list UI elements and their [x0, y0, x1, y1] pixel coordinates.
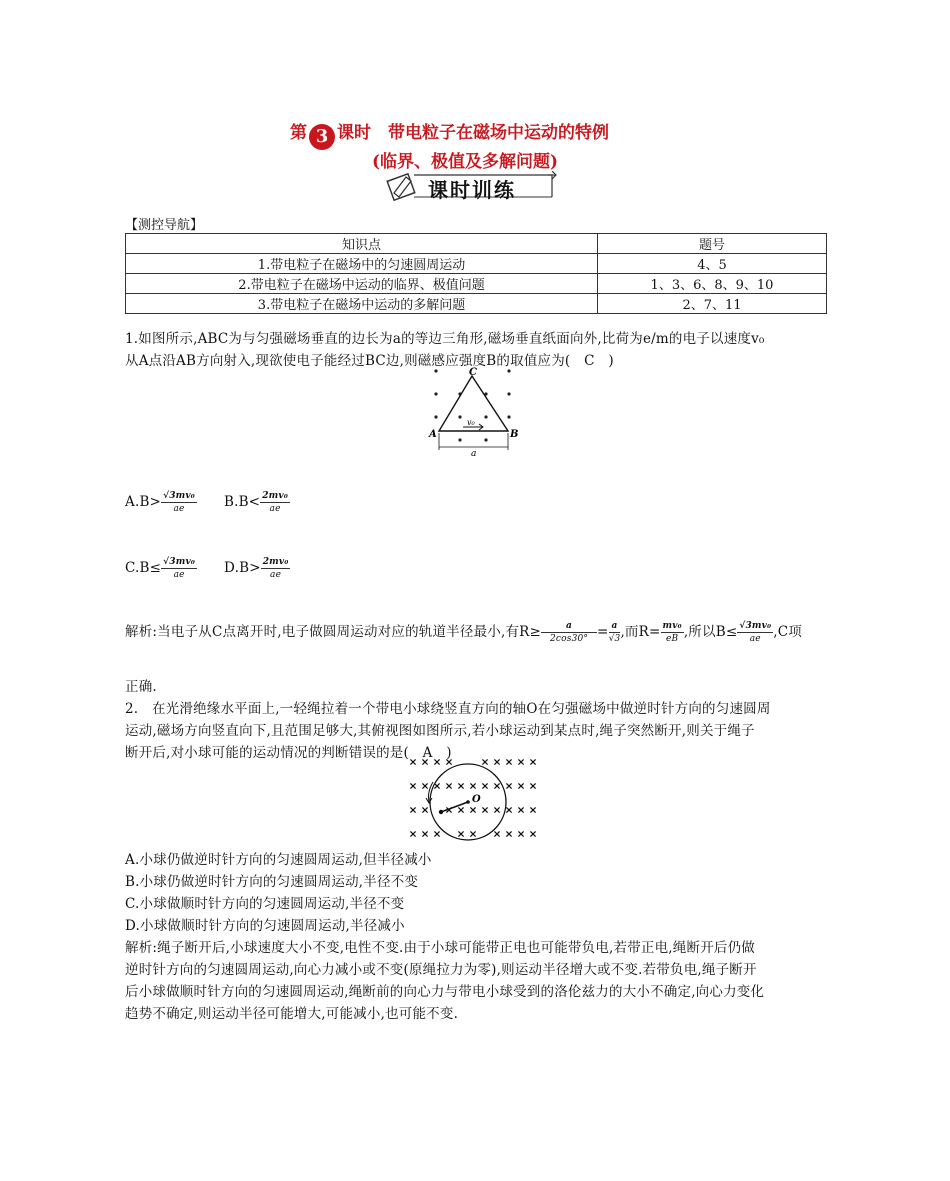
table-cell: 1.带电粒子在磁场中的匀速圆周运动 — [126, 254, 598, 274]
table-row — [126, 254, 827, 274]
table-cell: 2、7、11 — [598, 294, 827, 314]
label-A: A — [429, 429, 437, 440]
nav-table — [125, 233, 827, 314]
q1-options-row2 — [125, 556, 290, 581]
table-cell: 3.带电粒子在磁场中运动的多解问题 — [126, 294, 598, 314]
page-title — [290, 118, 609, 150]
badge-label: 课时训练 — [428, 178, 516, 202]
title-main: 课时 带电粒子在磁场中运动的特例 — [337, 123, 609, 143]
q1-option-d: D.B> $\frac{\text{2mv₀}}{ae}$ — [224, 557, 289, 580]
q1-option-a: A.B> $\frac{\text{√3mv₀}}{ae}$ — [125, 491, 195, 514]
q1-triangle-figure — [425, 363, 525, 458]
q1-option-b: B.B< $\frac{\text{2mv₀}}{ae}$ — [223, 491, 288, 514]
col-header-numbers: 题号 — [598, 234, 827, 254]
q2-circle-figure — [405, 754, 545, 846]
section-badge — [384, 171, 564, 207]
q1-stem-line1: 1.如图所示,ABC为与匀强磁场垂直的边长为a的等边三角形,磁场垂直纸面向外,比荷为e/m的电子以速度v₀ — [125, 331, 765, 347]
q2-stem-line1: 2. 在光滑绝缘水平面上,一轻绳拉着一个带电小球绕竖直方向的轴O在匀强磁场中做逆时针方向的匀速圆周 — [125, 701, 771, 717]
q2-option-a: A.小球仍做逆时针方向的匀速圆周运动,但半径减小 — [125, 852, 432, 868]
q2-stem-line3: 断开后,对小球可能的运动情况的判断错误的是( A ) — [125, 745, 452, 761]
q2-analysis-line2: 逆时针方向的匀速圆周运动,向心力减小或不变(原绳拉力为零),则运动半径增大或不变.若带负电,绳子断开 — [125, 962, 757, 978]
label-B: B — [510, 429, 519, 440]
q2-analysis-line3: 后小球做顺时针方向的匀速圆周运动,绳断前的向心力与带电小球受到的洛伦兹力的大小不确定,向心力变化 — [125, 984, 765, 1000]
q1-analysis: 解析:当电子从C点离开时,电子做圆周运动对应的轨道半径最小,有R≥ $\frac{a}{2\cos 30^\circ}$ = $\frac{a}{√3}$ ,而R= $\frac{\text{mv₀}}{eB}$ ,所以B≤ $\frac{\text{√3mv₀}}{ae}$ ,C项 — [125, 621, 802, 644]
q2-option-b: B.小球仍做逆时针方向的匀速圆周运动,半径不变 — [125, 874, 419, 890]
label-O: O — [472, 794, 481, 805]
q1-option-c: C.B≤ $\frac{\text{√3mv₀}}{ae}$ — [125, 557, 196, 580]
q1-options-row1 — [125, 490, 290, 515]
q2-analysis-line1: 解析:绳子断开后,小球速度大小不变,电性不变.由于小球可能带正电也可能带负电,若带正电,绳断开后仍做 — [125, 940, 756, 956]
lesson-number-badge: 3 — [309, 124, 335, 150]
page-subtitle: (临界、极值及多解问题) — [372, 152, 559, 172]
q2-option-c: C.小球做顺时针方向的匀速圆周运动,半径不变 — [125, 896, 405, 912]
nav-heading: 【测控导航】 — [125, 218, 204, 233]
table-header-row — [126, 234, 827, 254]
label-C: C — [469, 367, 477, 378]
table-cell: 4、5 — [598, 254, 827, 274]
table-cell: 1、3、6、8、9、10 — [598, 274, 827, 294]
q2-analysis-line4: 趋势不确定,则运动半径可能增大,可能减小,也可能不变. — [125, 1006, 459, 1022]
table-row — [126, 274, 827, 294]
table-row — [126, 294, 827, 314]
table-cell: 2.带电粒子在磁场中运动的临界、极值问题 — [126, 274, 598, 294]
label-a: a — [471, 449, 477, 458]
col-header-knowledge: 知识点 — [126, 234, 598, 254]
title-prefix: 第 — [290, 123, 307, 143]
q2-stem-line2: 运动,磁场方向竖直向下,且范围足够大,其俯视图如图所示,若小球运动到某点时,绳子突然断开,则关于绳子 — [125, 723, 755, 739]
q1-analysis-line2: 正确. — [125, 679, 157, 695]
q2-option-d: D.小球做顺时针方向的匀速圆周运动,半径减小 — [125, 918, 405, 934]
q1-stem-line2: 从A点沿AB方向射入,现欲使电子能经过BC边,则磁感应强度B的取值应为( C ) — [125, 353, 614, 369]
label-v0: v₀ — [467, 418, 475, 427]
